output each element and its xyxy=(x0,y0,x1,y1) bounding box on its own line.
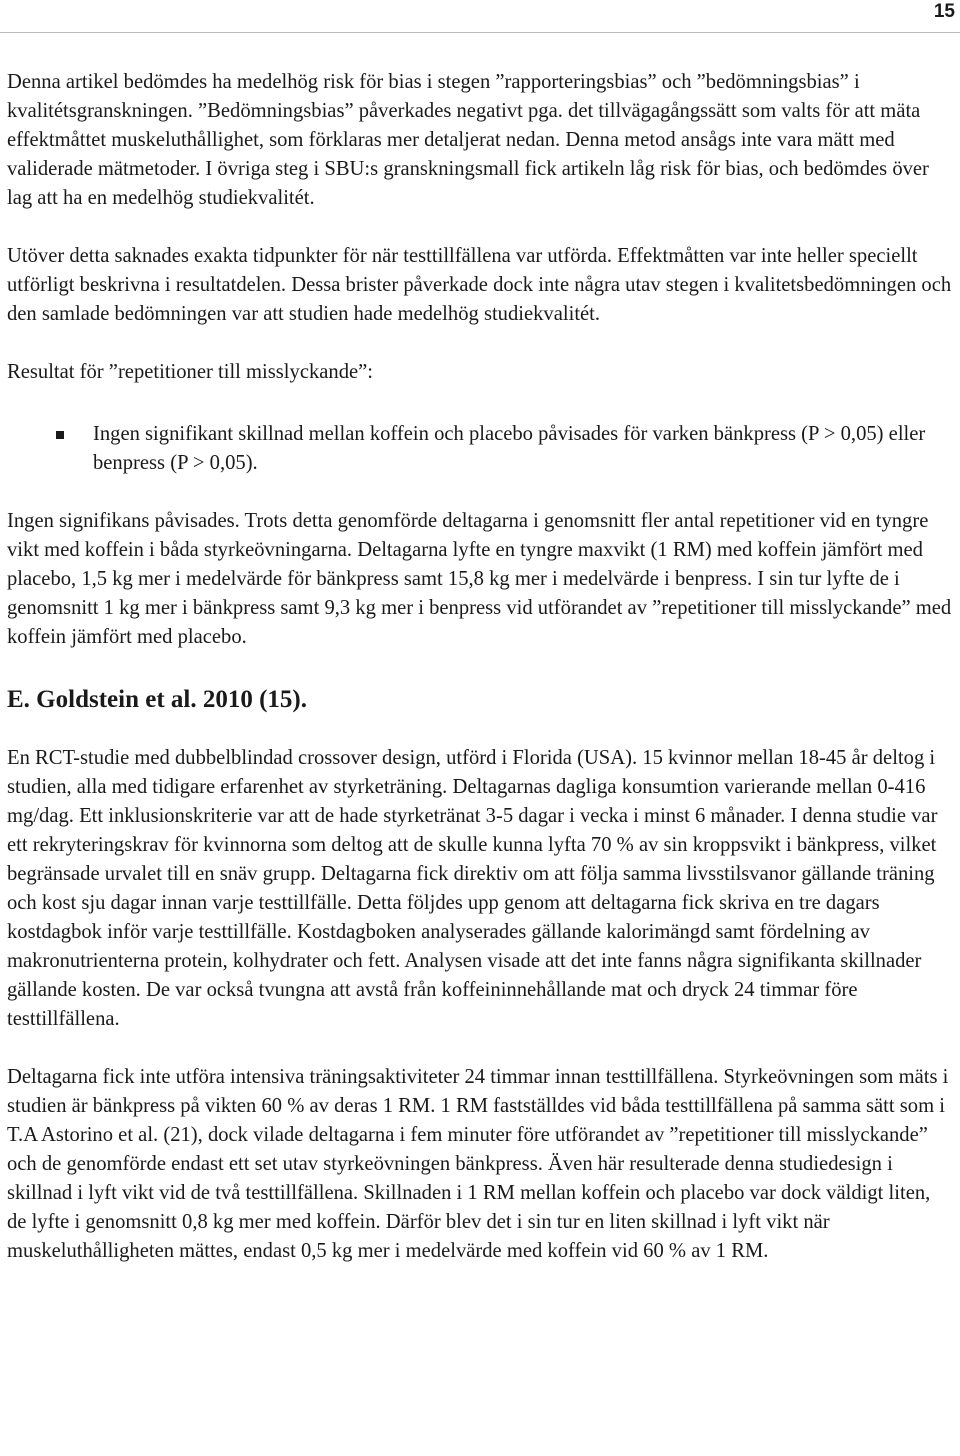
paragraph-study-design: En RCT-studie med dubbelblindad crossover design, utförd i Florida (USA). 15 kvinnor mellan 18-45 år deltog i studien, alla med tidigare erfarenhet av styrketräning. Deltagarnas dagliga konsumtion varierande mellan 0-416 mg/dag. Ett inklusionskriterie var att de hade styrketränat 3-5 dagar i vecka i minst 6 månader. I denna studie var ett rekryteringskrav för kvinnorna som deltog att de skulle kunna lyfta 70 % av sin kroppsvikt i bänkpress, vilket begränsade urvalet till en snäv grupp. Deltagarna fick direktiv om att följa samma livsstilsvanor gällande träning och kost sju dagar innan varje testtillfälle. Detta följdes upp genom att deltagarna fick skriva en tre dagars kostdagbok inför varje testtillfälle. Kostdagboken analyserades gällande kalorimängd samt fördelning av makronutrienterna protein, kolhydrater och fett. Analysen visade att det inte fanns några signifikanta skillnader gällande kosten. De var också tvungna att avstå från koffeininnehållande mat och dryck 24 timmar före testtillfällena. xyxy=(7,747,938,1030)
paragraph-results-discussion: Ingen signifikans påvisades. Trots detta genomförde deltagarna i genomsnitt fler antal repetitioner vid en tyngre vikt med koffein i båda styrkeövningarna. Deltagarna lyfte en tyngre maxvikt (1 RM) med koffein jämfört med placebo, 1,5 kg mer i medelvärde för bänkpress samt 15,8 kg mer i medelvärde i benpress. I sin tur lyfte de i genomsnitt 1 kg mer i bänkpress samt 9,3 kg mer i benpress vid utförandet av ”repetitioner till misslyckande” med koffein jämfört med placebo. xyxy=(7,510,952,648)
section-heading: E. Goldstein et al. 2010 (15). xyxy=(7,686,307,713)
paragraph-test-protocol: Deltagarna fick inte utföra intensiva träningsaktiviteter 24 timmar innan testtillfällena. Styrkeövningen som mäts i studien är bänkpress på vikten 60 % av deras 1 RM. 1 RM fastställdes vid båda testtillfällena på samma sätt som i T.A Astorino et al. (21), dock vilade deltagarna i fem minuter före utförandet av ”repetitioner till misslyckande” och de genomförde endast ett set utav styrkeövningen bänkpress. Även här resulterade denna studiedesign i skillnad i lyft vikt vid de två testtillfällena. Skillnaden i 1 RM mellan koffein och placebo var dock väldigt liten, de lyfte i genomsnitt 0,8 kg mer med koffein. Därför blev det i sin tur en liten skillnad i lyft vikt när muskeluthålligheten mättes, endast 0,5 kg mer i medelvärde med koffein vid 60 % av 1 RM. xyxy=(7,1066,949,1262)
results-bullet-list xyxy=(7,420,953,478)
list-item xyxy=(7,420,953,478)
page-number: 15 xyxy=(933,1,955,22)
bullet-text: Ingen signifikant skillnad mellan koffein och placebo påvisades för varken bänkpress (P > 0,05) eller benpress (P > 0,05). xyxy=(93,423,926,474)
results-label: Resultat för ”repetitioner till misslyckande”: xyxy=(7,361,374,383)
square-bullet-icon xyxy=(56,431,64,439)
header-divider xyxy=(0,32,960,33)
paragraph-bias-assessment: Denna artikel bedömdes ha medelhög risk för bias i stegen ”rapporteringsbias” och ”bedömningsbias” i kvalitétsgranskningen. ”Bedömningsbias” påverkades negativt pga. det tillvägagångssätt som valts för att mäta effektmåttet muskeluthållighet, som förklaras mer detaljerat nedan. Denna metod ansågs inte vara mätt med validerade mätmetoder. I övriga steg i SBU:s granskningsmall fick artikeln låg risk för bias, och bedömdes över lag att ha en medelhög studiekvalitét. xyxy=(7,71,929,209)
document-body xyxy=(7,68,953,1266)
paragraph-missing-details: Utöver detta saknades exakta tidpunkter för när testtillfällena var utförda. Effektmåtten var inte heller speciellt utförligt beskrivna i resultatdelen. Dessa brister påverkade dock inte några utav stegen i kvalitetsbedömningen och den samlade bedömningen var att studien hade medelhög studiekvalitét. xyxy=(7,245,952,325)
